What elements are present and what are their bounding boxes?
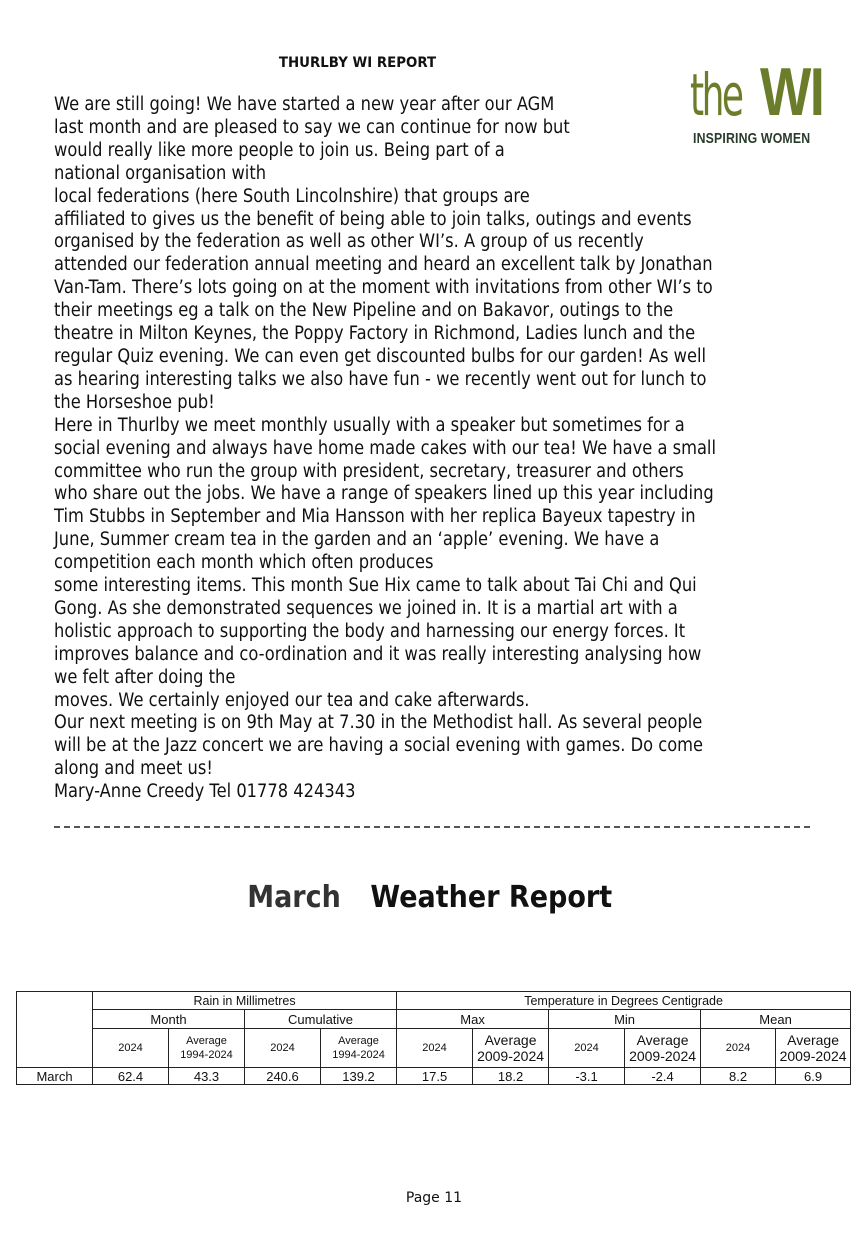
body-line: we felt after doing the [54,666,236,688]
body-line: theatre in Milton Keynes, the Poppy Factory in Richmond, Ladies lunch and the [54,323,696,345]
col-header: 2024 [549,1029,625,1068]
body-line: as hearing interesting talks we also have fun - we recently went out for lunch to [54,368,707,390]
body-line: organised by the federation as well as other WI’s. A group of us recently [54,231,644,253]
body-line: along and meet us! [54,758,213,780]
body-line: would really like more people to join us. Being part of a [54,139,505,161]
col-header [625,1029,701,1068]
weather-title-month: March [247,880,342,915]
body-line: the Horseshoe pub! [54,391,215,413]
col-header: 2024 [701,1029,776,1068]
body-line: local federations (here South Lincolnshire) that groups are [54,185,530,207]
subheader-min: Min [549,1010,701,1029]
body-line: Tim Stubbs in September and Mia Hansson with her replica Bayeux tapestry in [54,506,696,528]
col-header [321,1029,397,1068]
logo-word-the: the [690,61,742,129]
avg-label: Average [186,1035,227,1047]
body-line: We are still going! We have started a new year after our AGM [54,94,555,115]
section-divider [54,826,810,828]
corner-cell [17,992,93,1068]
body-line: last month and are pleased to say we can continue for now but [54,116,570,138]
col-header: 2024 [397,1029,473,1068]
body-line: holistic approach to supporting the body and harnessing our energy forces. It [54,620,686,642]
col-header: 2024 [93,1029,169,1068]
logo-tagline: INSPIRING WOMEN [693,130,811,147]
body-line: June, Summer cream tea in the garden and an ‘apple’ evening. We have a [54,529,660,551]
subheader-max: Max [397,1010,549,1029]
cell-temp-mean-2024: 8.2 [701,1068,776,1085]
avg-range: 2009-2024 [629,1048,697,1064]
report-title: THURLBY WI REPORT [278,55,437,71]
avg-range: 1994-2024 [332,1049,385,1061]
body-line: Here in Thurlby we meet monthly usually with a speaker but sometimes for a [54,414,685,436]
body-line: some interesting items. This month Sue Hix came to talk about Tai Chi and Qui [54,575,697,597]
cell-rain-cum-2024: 240.6 [245,1068,321,1085]
body-line: social evening and always have home made cakes with our tea! We have a small [54,437,716,459]
subheader-month: Month [93,1010,245,1029]
logo-word-wi: WI [760,54,824,130]
body-line: their meetings eg a talk on the New Pipeline and on Bakavor, outings to the [54,300,674,322]
subheader-cumulative: Cumulative [245,1010,397,1029]
body-line: moves. We certainly enjoyed our tea and cake afterwards. [54,689,530,711]
avg-label: Average [338,1035,379,1047]
header-temp: Temperature in Degrees Centigrade [397,992,851,1010]
report-body [54,94,824,804]
table-column-row [17,1029,851,1068]
avg-label: Average [636,1032,689,1048]
avg-range: 1994-2024 [180,1049,233,1061]
weather-title [0,880,868,915]
body-line: national organisation with [54,162,267,184]
cell-rain-cum-avg: 139.2 [321,1068,397,1085]
cell-temp-max-avg: 18.2 [473,1068,549,1085]
cell-temp-min-avg: -2.4 [625,1068,701,1085]
header-rain: Rain in Millimetres [93,992,397,1010]
avg-range: 2009-2024 [779,1048,847,1064]
table-subheader-row [17,1010,851,1029]
body-line: competition each month which often produces [54,552,434,574]
col-header: 2024 [245,1029,321,1068]
weather-table [16,991,851,1085]
cell-rain-month-2024: 62.4 [93,1068,169,1085]
cell-temp-mean-avg: 6.9 [776,1068,851,1085]
page-number: Page 11 [405,1190,463,1206]
body-line: committee who run the group with president, secretary, treasurer and others [54,460,684,482]
cell-rain-month-avg: 43.3 [169,1068,245,1085]
cell-temp-max-2024: 17.5 [397,1068,473,1085]
table-row [17,1068,851,1085]
weather-title-rest: Weather Report [370,880,613,915]
cell-temp-min-2024: -3.1 [549,1068,625,1085]
col-header [473,1029,549,1068]
col-header [776,1029,851,1068]
body-line: will be at the Jazz concert we are having a social evening with games. Do come [54,735,704,757]
body-line: affiliated to gives us the benefit of being able to join talks, outings and events [54,208,692,230]
body-line: regular Quiz evening. We can even get discounted bulbs for our garden! As well [54,345,707,367]
body-line: Our next meeting is on 9th May at 7.30 in the Methodist hall. As several people [54,712,703,734]
subheader-mean: Mean [701,1010,851,1029]
body-line: Gong. As she demonstrated sequences we joined in. It is a martial art with a [54,597,678,619]
body-line: who share out the jobs. We have a range of speakers lined up this year including [54,483,714,505]
body-line: attended our federation annual meeting and heard an excellent talk by Jonathan [54,254,713,276]
avg-range: 2009-2024 [477,1048,545,1064]
avg-label: Average [787,1032,840,1048]
body-line: improves balance and co-ordination and it was really interesting analysing how [54,643,702,665]
row-label: March [17,1068,93,1085]
body-line: Mary-Anne Creedy Tel 01778 424343 [54,781,356,803]
table-header-row [17,992,851,1010]
col-header [169,1029,245,1068]
avg-label: Average [484,1032,537,1048]
body-line: Van-Tam. There’s lots going on at the moment with invitations from other WI’s to [54,277,713,299]
